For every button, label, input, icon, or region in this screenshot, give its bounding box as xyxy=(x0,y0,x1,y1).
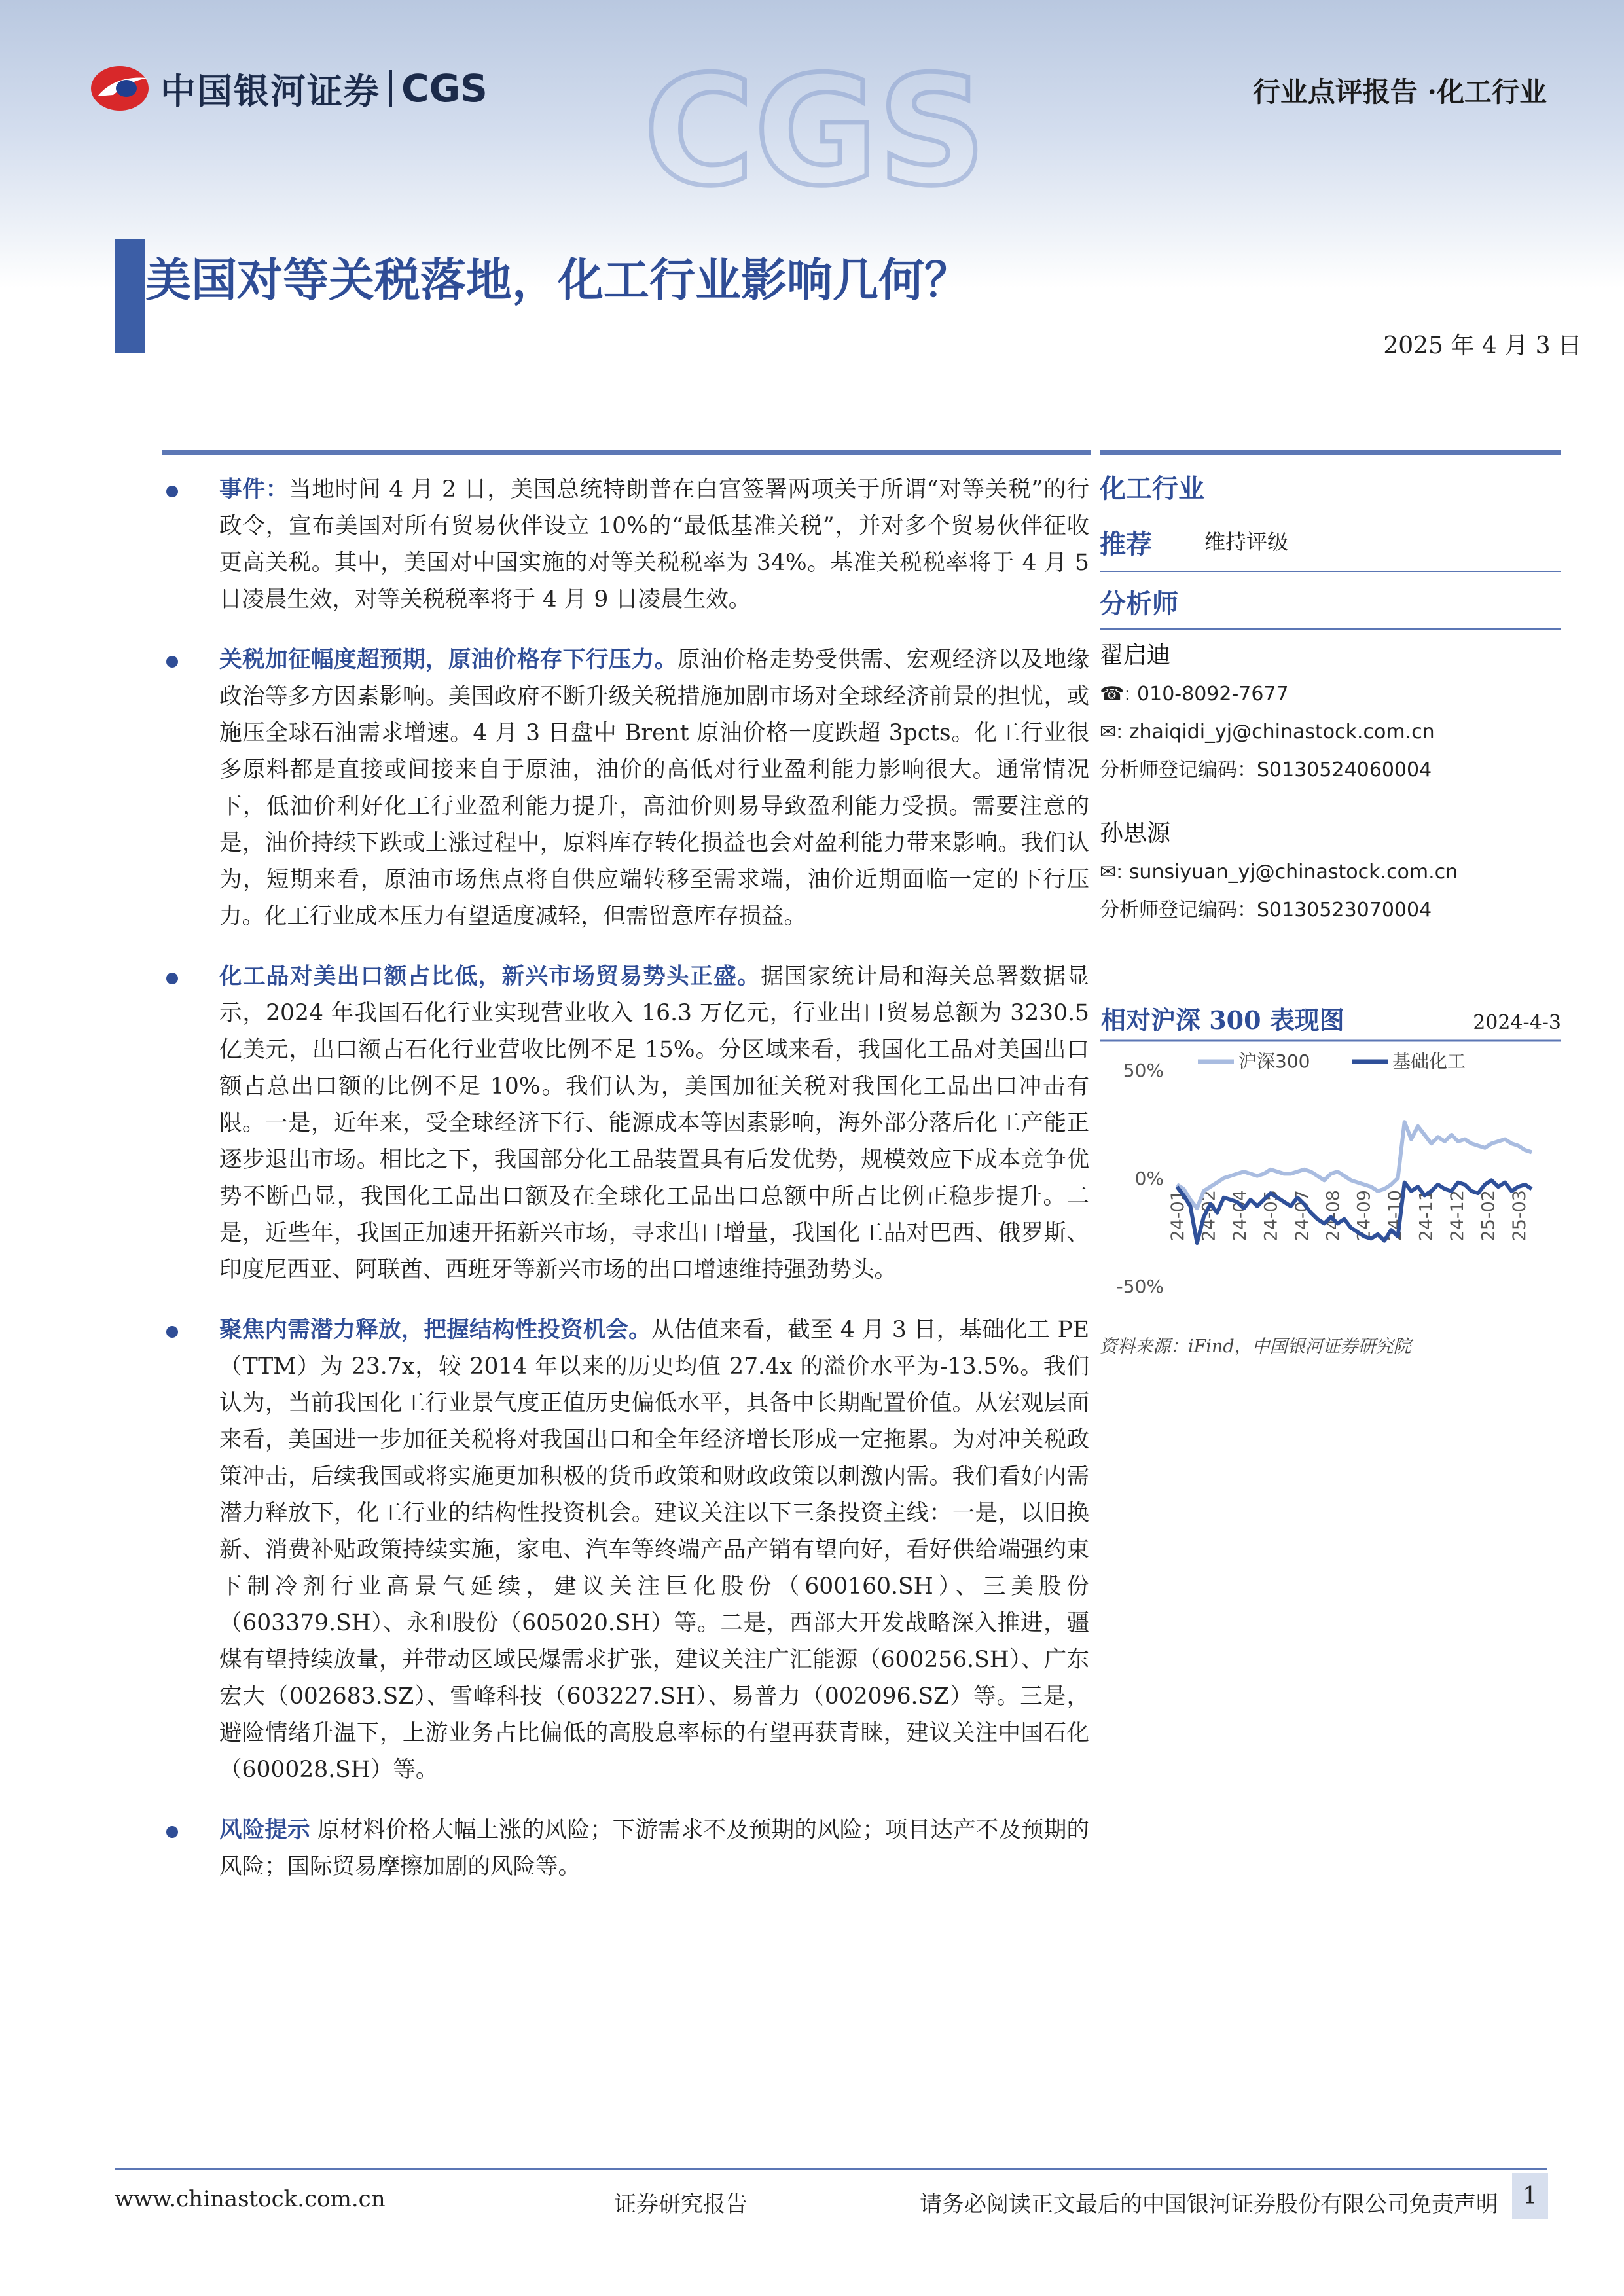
title-accent-bar xyxy=(115,239,145,353)
analyst-registration: 分析师登记编码：S0130523070004 xyxy=(1100,899,1432,922)
x-tick-label: 24-04 xyxy=(1229,1190,1250,1242)
logo-chinese-name: 中国银河证券 xyxy=(160,70,380,112)
logo-separator xyxy=(389,70,392,107)
bullet-item xyxy=(165,1312,1089,1788)
footer-rule xyxy=(115,2168,1547,2170)
legend-label: 基础化工 xyxy=(1392,1050,1466,1072)
y-tick-label: 0% xyxy=(1134,1168,1164,1189)
bullet-text: 原材料价格大幅上涨的风险；下游需求不及预期的风险；项目达产不及预期的风险；国际贸易摩擦加剧的风险等。 xyxy=(219,1817,1090,1880)
x-tick-label: 24-05 xyxy=(1261,1190,1282,1242)
sidebar-divider xyxy=(1100,628,1561,630)
bullet-dot-icon xyxy=(166,1826,178,1838)
bullet-text: 当地时间 4 月 2 日，美国总统特朗普在白宫签署两项关于所谓“对等关税”的行政令，宣布美国对所有贸易伙伴设立 10%的“最低基准关税”，并对多个贸易伙伴征收更高关税。其中，美国对中国实施的对等关税税率为 34%。基准关税税率将于 4 月 5 日凌晨生效，对等关税税率将于 4 月 9 日凌晨生效。 xyxy=(219,476,1090,613)
bullet-keyword: 事件： xyxy=(219,476,289,503)
footer-doc-type: 证券研究报告 xyxy=(614,2191,748,2217)
envelope-icon: ✉ xyxy=(1100,861,1117,884)
chart-title: 相对沪深 300 表现图 xyxy=(1101,1005,1344,1035)
svg-text:CGS: CGS xyxy=(643,45,986,219)
bullet-dot-icon xyxy=(166,1326,178,1338)
rating-row xyxy=(1100,524,1561,560)
analyst-email[interactable]: zhaiqidi_yj@chinastock.com.cn xyxy=(1128,721,1435,744)
bullet-text: 原油价格走势受供需、宏观经济以及地缘政治等多方因素影响。美国政府不断升级关税措施加剧市场对全球经济前景的担忧，或施压全球石油需求增速。4 月 3 日盘中 Brent 原油价格一度跌超 3pcts。化工行业很多原料都是直接或间接来自于原油，油价的高低对行业盈利能力影响很大。通常情况下，低油价利好化工行业盈利能力提升，高油价则易导致盈利能力受损。需要注意的是，油价持续下跌或上涨过程中，原料库存转化损益也会对盈利能力带来影响。我们认为，短期来看，原油市场焦点将自供应端转移至需求端，油价近期面临一定的下行压力。化工行业成本压力有望适度减轻，但需留意库存损益。 xyxy=(219,647,1090,929)
chart-source: 资料来源：iFind，中国银河证券研究院 xyxy=(1100,1336,1411,1357)
page-number: 1 xyxy=(1512,2173,1548,2219)
bullet-dot-icon xyxy=(166,973,178,984)
sidebar xyxy=(1100,458,1561,929)
sidebar-industry: 化工行业 xyxy=(1100,473,1204,504)
phone-icon: ☎ xyxy=(1100,683,1125,706)
x-tick-label: 25-03 xyxy=(1509,1190,1530,1242)
x-tick-label: 24-01 xyxy=(1168,1190,1188,1242)
y-tick-label: -50% xyxy=(1116,1276,1164,1297)
bullet-item xyxy=(165,1812,1089,1885)
bullet-item xyxy=(165,641,1089,935)
x-tick-label: 24-02 xyxy=(1199,1190,1219,1242)
x-tick-label: 25-02 xyxy=(1478,1190,1499,1242)
bullet-dot-icon xyxy=(166,656,178,668)
x-tick-label: 24-07 xyxy=(1291,1190,1312,1242)
body-top-rule xyxy=(162,450,1091,455)
analyst-card xyxy=(1100,814,1561,929)
analyst-email-row: ✉: zhaiqidi_yj@chinastock.com.cn xyxy=(1100,721,1435,744)
x-tick-label: 24-11 xyxy=(1416,1190,1437,1242)
legend-label: 沪深300 xyxy=(1238,1050,1310,1072)
galaxy-logo-icon xyxy=(88,62,151,115)
analyst-email-row: ✉: sunsiyuan_yj@chinastock.com.cn xyxy=(1100,861,1458,884)
rating-label: 推荐 xyxy=(1100,528,1152,560)
bullet-item xyxy=(165,471,1089,618)
analyst-registration: 分析师登记编码：S0130524060004 xyxy=(1100,759,1432,781)
body-column xyxy=(165,471,1089,1909)
bullet-text: 据国家统计局和海关总署数据显示，2024 年我国石化行业实现营业收入 16.3 万亿元，行业出口贸易总额为 3230.5 亿美元，出口额占石化行业营收比例不足 15%。分区域来看，我国化工品对美国出口额占总出口额的比例不足 10%。我们认为，美国加征关税对我国化工品出口冲击有限。一是，近年来，受全球经济下行、能源成本等因素影响，海外部分落后化工产能正逐步退出市场。相比之下，我国部分化工品装置具有后发优势，规模效应下成本竞争优势不断凸显，我国化工品出口额及在全球化工品出口总额中所占比例正稳步提升。二是，近些年，我国正加速开拓新兴市场，寻求出口增量，我国化工品对巴西、俄罗斯、印度尼西亚、阿联酋、西班牙等新兴市场的出口增速维持强劲势头。 xyxy=(219,963,1090,1283)
cgs-watermark xyxy=(643,13,986,219)
x-tick-label: 24-09 xyxy=(1354,1190,1375,1242)
relative-performance-chart xyxy=(1100,1001,1561,1342)
envelope-icon: ✉ xyxy=(1100,721,1117,744)
analyst-name: 翟启迪 xyxy=(1100,642,1171,669)
chart-svg xyxy=(1100,1001,1561,1342)
analyst-card xyxy=(1100,636,1561,789)
bullet-text: 从估值来看，截至 4 月 3 日，基础化工 PE（TTM）为 23.7x，较 2014 年以来的历史均值 27.4x 的溢价水平为-13.5%。我们认为，当前我国化工行业景气度正值历史偏低水平，具备中长期配置价值。从宏观层面来看，美国进一步加征关税将对我国出口和全年经济增长形成一定拖累。为对冲关税政策冲击，后续我国或将实施更加积极的货币政策和财政政策以刺激内需。我们看好内需潜力释放下，化工行业的结构性投资机会。建议关注以下三条投资主线：一是，以旧换新、消费补贴政策持续实施，家电、汽车等终端产品产销有望向好，看好供给端强约束下制冷剂行业高景气延续，建议关注巨化股份（600160.SH）、三美股份（603379.SH）、永和股份（605020.SH）等。二是，西部大开发战略深入推进，疆煤有望持续放量，并带动区域民爆需求扩张，建议关注广汇能源（600256.SH）、广东宏大（002683.SZ）、雪峰科技（603227.SH）、易普力（002096.SZ）等。三是，避险情绪升温下，上游业务占比偏低的高股息率标的有望再获青睐，建议关注中国石化（600028.SH）等。 xyxy=(219,1317,1089,1783)
rating-value: 维持评级 xyxy=(1204,529,1289,554)
y-tick-label: 50% xyxy=(1123,1060,1164,1081)
bullet-item xyxy=(165,958,1089,1288)
sidebar-divider xyxy=(1100,571,1561,572)
analyst-phone-row: ☎: 010-8092-7677 xyxy=(1100,683,1289,706)
chart-date: 2024-4-3 xyxy=(1473,1011,1561,1034)
bullet-dot-icon xyxy=(166,486,178,497)
analyst-name: 孙思源 xyxy=(1100,820,1171,847)
analyst-phone: 010-8092-7677 xyxy=(1137,683,1289,706)
footer-disclaimer: 请务必阅读正文最后的中国银河证券股份有限公司免责声明 xyxy=(920,2191,1498,2217)
bullet-keyword: 化工品对美出口额占比低，新兴市场贸易势头正盛。 xyxy=(219,963,761,990)
company-logo xyxy=(88,62,488,115)
footer-url[interactable]: www.chinastock.com.cn xyxy=(115,2186,386,2212)
x-tick-label: 24-10 xyxy=(1385,1190,1406,1242)
x-tick-label: 24-12 xyxy=(1447,1190,1468,1242)
report-type: 行业点评报告 ·化工行业 xyxy=(1252,76,1547,108)
analyst-heading: 分析师 xyxy=(1100,588,1178,619)
analyst-email[interactable]: sunsiyuan_yj@chinastock.com.cn xyxy=(1128,861,1458,884)
report-date: 2025 年 4 月 3 日 xyxy=(1383,332,1581,359)
x-tick-label: 24-08 xyxy=(1323,1190,1344,1242)
page-title: 美国对等关税落地，化工行业影响几何？ xyxy=(145,253,970,307)
bullet-keyword: 风险提示 xyxy=(219,1817,310,1843)
bullet-keyword: 聚焦内需潜力释放，把握结构性投资机会。 xyxy=(219,1317,651,1343)
logo-english-name: CGS xyxy=(401,66,488,111)
sidebar-top-rule xyxy=(1100,450,1561,455)
bullet-keyword: 关税加征幅度超预期，原油价格存下行压力。 xyxy=(219,647,677,673)
